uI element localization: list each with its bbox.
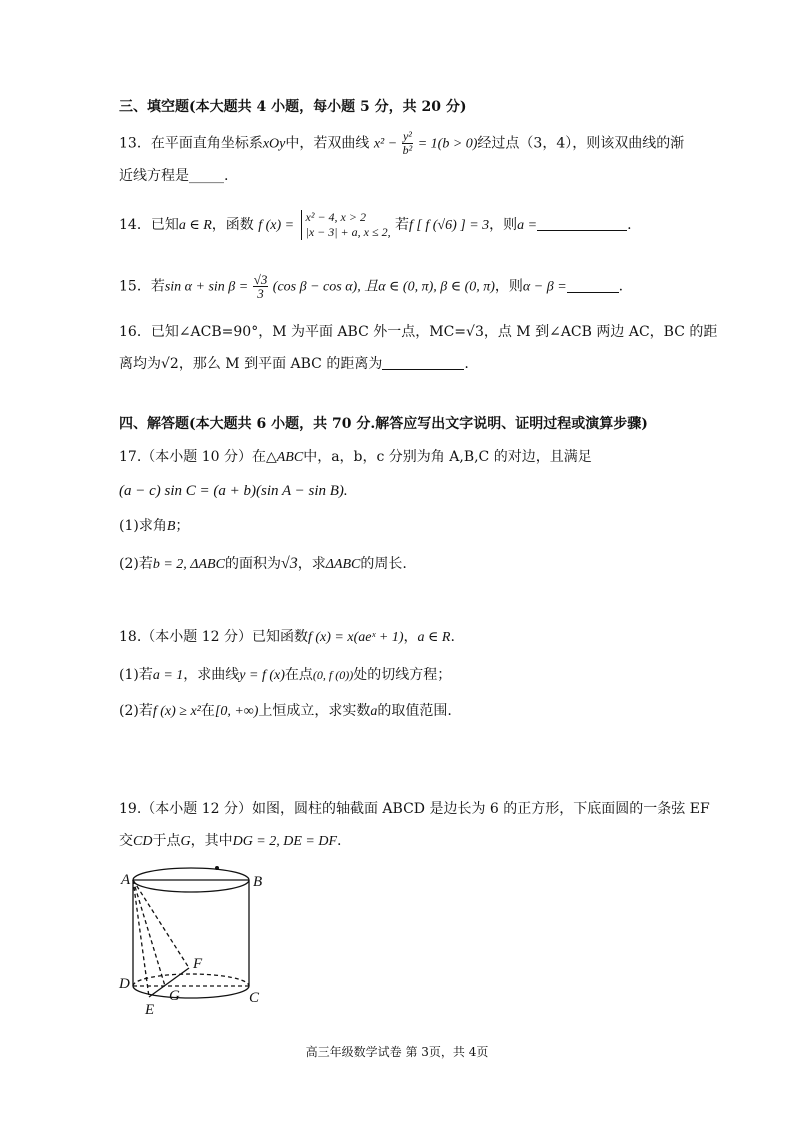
q14-text: ，则	[489, 217, 518, 233]
q15-answer-blank[interactable]	[567, 278, 619, 293]
q18-func: f (x) = x(aeˣ + 1)	[307, 630, 404, 645]
question-19-line-1: 19.（本小题 12 分）如图，圆柱的轴截面 ABCD 是边长为 6 的正方形，下底面圆的一条弦 EF	[119, 801, 710, 817]
q18-p1-text: ，求曲线	[183, 667, 240, 683]
question-18-line-1	[119, 627, 455, 648]
q19-end: .	[337, 833, 342, 849]
q17-text: 17.（本小题 10 分）在	[119, 449, 266, 465]
label-d: D	[119, 976, 130, 992]
q14-piecewise	[301, 210, 391, 240]
q13-fraction	[402, 130, 414, 157]
q18-p2-ineq: f (x) ≥ x²	[152, 704, 201, 719]
q18-p2-var: a	[370, 704, 378, 719]
q14-text: ，函数	[211, 217, 254, 233]
label-f: F	[193, 956, 203, 972]
q15-answer-label: α − β =	[522, 279, 567, 295]
q18-p1-end: 处的切线方程；	[353, 667, 452, 683]
q17-p2-end: 的周长.	[360, 556, 407, 572]
question-17-line-1	[119, 447, 592, 468]
section-3-heading: 三、填空题(本大题共 4 小题，每小题 5 分，共 20 分)	[119, 99, 467, 115]
q18-p2-text: 在	[200, 703, 215, 719]
q15-frac-den: 3	[257, 286, 264, 301]
question-18-part-2	[119, 701, 452, 722]
q18-p2-end: 的取值范围.	[377, 703, 452, 719]
label-b: B	[253, 874, 263, 890]
question-16-line-1: 16．已知∠ACB=90°，M 为平面 ABC 外一点，MC=√3，点 M 到∠ACB 两边 AC，BC 的距	[119, 324, 718, 340]
q14-func: f (x) =	[258, 218, 295, 233]
q17-p2-cond: b = 2, ΔABC	[152, 557, 225, 572]
q13-text: 经过点（3，4），则该双曲线的渐	[477, 135, 685, 152]
question-14	[119, 210, 632, 240]
label-g: G	[169, 988, 180, 1004]
q15-end: .	[618, 278, 624, 295]
q18-p1-text: 在点	[284, 667, 313, 683]
q18-p2-text: (2)若	[119, 703, 153, 719]
question-17-equation: (a − c) sin C = (a + b)(sin A − sin B).	[119, 483, 348, 499]
question-16-line-2	[119, 354, 469, 374]
q13-formula-rest: = 1(b > 0)	[417, 136, 478, 152]
q16-text: 离均为√2，那么 M 到平面 ABC 的距离为	[119, 356, 383, 372]
question-18-part-1	[119, 665, 451, 686]
q14-case-1: x² − 4, x > 2	[305, 210, 366, 224]
q15-expr-1: sin α + sin β =	[164, 279, 249, 295]
question-13-line-1	[119, 130, 684, 157]
page-footer: 高三年级数学试卷 第 3页，共 4页	[305, 1045, 489, 1059]
q16-answer-blank[interactable]	[382, 355, 464, 370]
cylinder-figure	[117, 862, 277, 1022]
q13-text: 中，若双曲线	[285, 135, 370, 152]
q18-p2-interval: [0, +∞)	[214, 704, 259, 719]
q19-text: 交	[119, 833, 133, 849]
label-c: C	[249, 990, 260, 1006]
q18-end: .	[450, 629, 455, 645]
q19-text: ，其中	[190, 833, 233, 849]
question-13-line-2: 近线方程是_____.	[119, 168, 229, 184]
q13-frac-num: y²	[402, 129, 412, 143]
q17-p1-var: B	[166, 519, 176, 534]
q17-triangle: △ABC	[265, 450, 304, 465]
question-19-line-2	[119, 831, 341, 852]
segment-af	[133, 880, 189, 968]
label-e: E	[145, 1002, 155, 1018]
q17-p2-text: ，求	[297, 556, 326, 572]
q14-cond: a ∈ R	[178, 218, 212, 233]
top-point	[215, 866, 219, 870]
label-a: A	[121, 872, 131, 888]
q15-text: 15．若	[119, 278, 165, 295]
q17-text: 中，a，b，c 分别为角 A,B,C 的对边，且满足	[303, 449, 592, 465]
q14-answer-blank[interactable]	[537, 216, 627, 231]
q17-p2-value: √3	[280, 555, 298, 572]
q17-p2-text: 的面积为	[224, 556, 281, 572]
q14-case-2: |x − 3| + a, x ≤ 2,	[305, 225, 391, 239]
q14-end: .	[627, 217, 632, 233]
question-17-part-1	[119, 516, 189, 537]
q13-var: xOy	[262, 136, 286, 152]
q15-text: ，则	[494, 278, 523, 295]
q19-var: G	[180, 834, 191, 849]
q18-cond: a ∈ R	[417, 630, 451, 645]
segment-ag	[133, 880, 165, 986]
q18-p2-text: 上恒成立，求实数	[258, 703, 371, 719]
q18-p1-cond: a = 1	[152, 668, 184, 683]
q14-text: 14．已知	[119, 217, 179, 233]
q17-p1-text: (1)求角	[119, 518, 167, 534]
q17-p2-text: (2)若	[119, 556, 153, 572]
q13-frac-den: b²	[402, 143, 413, 157]
q13-formula: x² −	[373, 136, 398, 152]
q14-expr: f [ f (√6) ] = 3	[409, 218, 490, 233]
q18-p1-text: (1)若	[119, 667, 153, 683]
bottom-back-arc	[133, 974, 249, 986]
q19-text: 于点	[152, 833, 181, 849]
q18-p1-point: (0, f (0))	[312, 668, 354, 682]
q17-p2-triangle: ΔABC	[325, 557, 361, 572]
q13-text: 13．在平面直角坐标系	[119, 135, 263, 152]
q15-frac-num: √3	[253, 272, 268, 287]
q15-fraction	[253, 273, 269, 300]
q14-answer-label: a =	[517, 218, 538, 233]
q14-text: 若	[395, 217, 410, 233]
q19-var: CD	[133, 834, 153, 849]
q19-cond: DG = 2, DE = DF	[232, 834, 338, 849]
q18-p1-curve: y = f (x)	[239, 668, 285, 683]
q18-text: 18.（本小题 12 分）已知函数	[119, 629, 308, 645]
question-17-part-2	[119, 554, 407, 575]
q16-end: .	[464, 356, 469, 372]
q17-p1-end: ；	[175, 518, 190, 534]
q18-text: ，	[403, 629, 418, 645]
q15-expr-2: (cos β − cos α), 且α ∈ (0, π), β ∈ (0, π)	[272, 279, 495, 295]
section-4-heading: 四、解答题(本大题共 6 小题，共 70 分.解答应写出文字说明、证明过程或演算步骤)	[119, 416, 648, 432]
question-15	[119, 273, 623, 300]
